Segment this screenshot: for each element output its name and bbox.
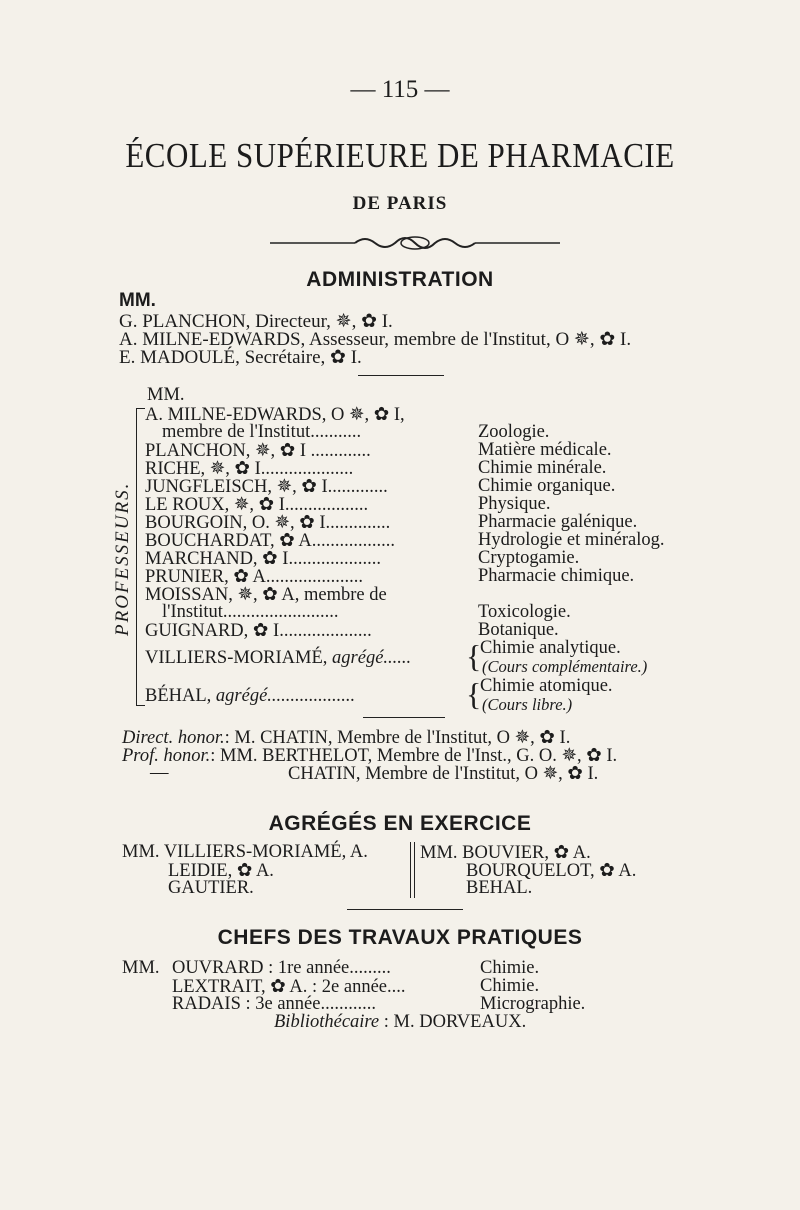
chef-name: LEXTRAIT, ✿ A. : 2e année.... [172,977,406,997]
chef-name: OUVRARD : 1re année......... [172,958,391,978]
honorary-professors: Prof. honor.: MM. BERTHELOT, Membre de l'Inst., G. O. ✵, ✿ I. [122,746,618,766]
professor-subject-note: (Cours libre.) [482,695,573,714]
administration-mm: MM. [119,290,156,311]
professor-subject: Matière médicale. [478,440,612,460]
professor-subject: Botanique. [478,620,559,640]
professeurs-label: PROFESSEURS. [112,481,133,636]
page-title: ÉCOLE SUPÉRIEURE DE PHARMACIE [125,135,675,176]
professeurs-brace [136,408,145,706]
administration-line: A. MILNE-EDWARDS, Assesseur, membre de l'Institut, O ✵, ✿ I. [119,329,632,350]
professor-subject: Toxicologie. [478,602,571,622]
brace-glyph: { [466,676,482,712]
honorary-professor-line: CHATIN, Membre de l'Institut, O ✵, ✿ I. [288,764,599,784]
professor-name: PLANCHON, ✵, ✿ I ............. [145,441,371,461]
ornament-divider [270,228,560,258]
agrege-left: LEIDIE, ✿ A. [168,861,274,881]
agreges-heading: AGRÉGÉS EN EXERCICE [268,812,532,835]
professor-subject: Pharmacie galénique. [478,512,638,532]
administration-heading: ADMINISTRATION [306,268,494,291]
professor-name: BÉHAL, agrégé................... [145,686,356,706]
professor-name: GUIGNARD, ✿ I.................... [145,621,372,641]
professor-name: PRUNIER, ✿ A..................... [145,567,363,587]
professor-subject: Pharmacie chimique. [478,566,635,586]
professor-name: membre de l'Institut........... [162,422,362,442]
honorary-dash: — [150,763,169,783]
chef-subject: Chimie. [480,958,540,978]
professor-name: BOURGOIN, O. ✵, ✿ I.............. [145,513,391,533]
professeurs-mm: MM. [147,385,185,405]
professor-subject: Chimie atomique. [480,676,613,696]
agrege-right: BEHAL. [466,878,533,898]
professor-subject-note: (Cours complémentaire.) [482,657,648,676]
column-divider [410,842,411,898]
professor-name: RICHE, ✵, ✿ I.................... [145,459,354,479]
professor-subject: Cryptogamie. [478,548,580,568]
chef-subject: Chimie. [480,976,540,996]
divider [347,909,463,910]
professor-name: VILLIERS-MORIAMÉ, agrégé...... [145,648,412,668]
chefs-heading: CHEFS DES TRAVAUX PRATIQUES [217,926,583,949]
administration-line: E. MADOULÉ, Secrétaire, ✿ I. [119,347,362,368]
professor-subject: Chimie organique. [478,476,616,496]
bibliothecaire-line: Bibliothécaire : M. DORVEAUX. [274,1012,527,1032]
honorary-director: Direct. honor.: M. CHATIN, Membre de l'Institut, O ✵, ✿ I. [122,728,571,748]
professor-subject: Hydrologie et minéralog. [478,530,665,550]
administration-line: G. PLANCHON, Directeur, ✵, ✿ I. [119,311,393,332]
divider [358,375,444,376]
professor-name: A. MILNE-EDWARDS, O ✵, ✿ I, [145,405,405,425]
professor-name: l'Institut......................... [162,602,339,622]
agrege-left: MM. VILLIERS-MORIAMÉ, A. [122,842,368,862]
professor-name: BOUCHARDAT, ✿ A.................. [145,531,396,551]
chefs-mm: MM. [122,958,160,978]
professor-name: LE ROUX, ✵, ✿ I.................. [145,495,369,515]
agrege-right: BOURQUELOT, ✿ A. [466,861,637,881]
professor-subject: Physique. [478,494,551,514]
agrege-right: MM. BOUVIER, ✿ A. [420,843,591,863]
professor-subject: Zoologie. [478,422,550,442]
agrege-left: GAUTIER. [168,878,254,898]
professor-name: MOISSAN, ✵, ✿ A, membre de [145,585,387,605]
professor-name: MARCHAND, ✿ I.................... [145,549,381,569]
professor-subject: Chimie analytique. [480,638,621,658]
professor-name: JUNGFLEISCH, ✵, ✿ I............. [145,477,388,497]
page-number: — 115 — [350,76,450,103]
column-divider [414,842,415,898]
chef-name: RADAIS : 3e année............ [172,994,376,1014]
professor-subject: Chimie minérale. [478,458,607,478]
divider [363,717,445,718]
brace-glyph: { [466,638,482,674]
chef-subject: Micrographie. [480,994,586,1014]
page-subtitle: DE PARIS [352,193,448,214]
